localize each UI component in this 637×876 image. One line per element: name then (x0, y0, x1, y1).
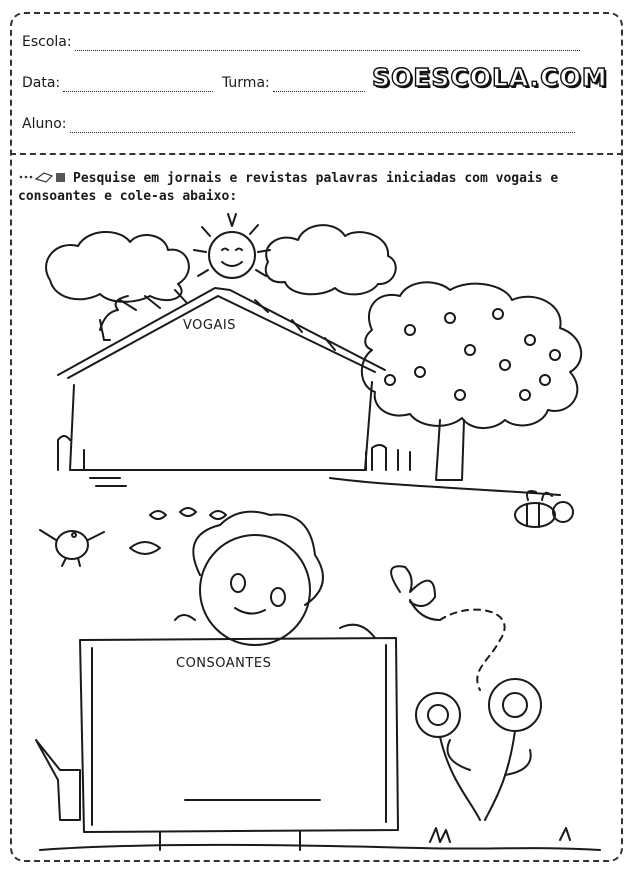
class-label: Turma: (222, 75, 270, 91)
flower-row (150, 508, 226, 519)
bird (40, 530, 104, 566)
instruction-text: Pesquise em jornais e revistas palavras iniciadas com vogais e consoantes e cole-as abaixo: (18, 171, 559, 204)
ground (40, 845, 600, 850)
school-label: Escola: (22, 34, 72, 50)
butterfly (391, 566, 504, 690)
right-cloud (266, 225, 396, 294)
sun (194, 214, 270, 278)
left-cloud (46, 232, 189, 302)
big-flowers (416, 679, 541, 820)
site-logo: SOESCOLA.COM (372, 63, 608, 92)
girl (130, 512, 375, 645)
bee (515, 491, 573, 527)
grass (430, 828, 570, 842)
watering-can (36, 740, 80, 820)
student-label: Aluno: (22, 116, 67, 132)
date-label: Data: (22, 75, 61, 91)
tree (330, 282, 581, 495)
vowels-sign-label: VOGAIS (183, 318, 236, 333)
consonants-sign-label: CONSOANTES (176, 656, 272, 671)
